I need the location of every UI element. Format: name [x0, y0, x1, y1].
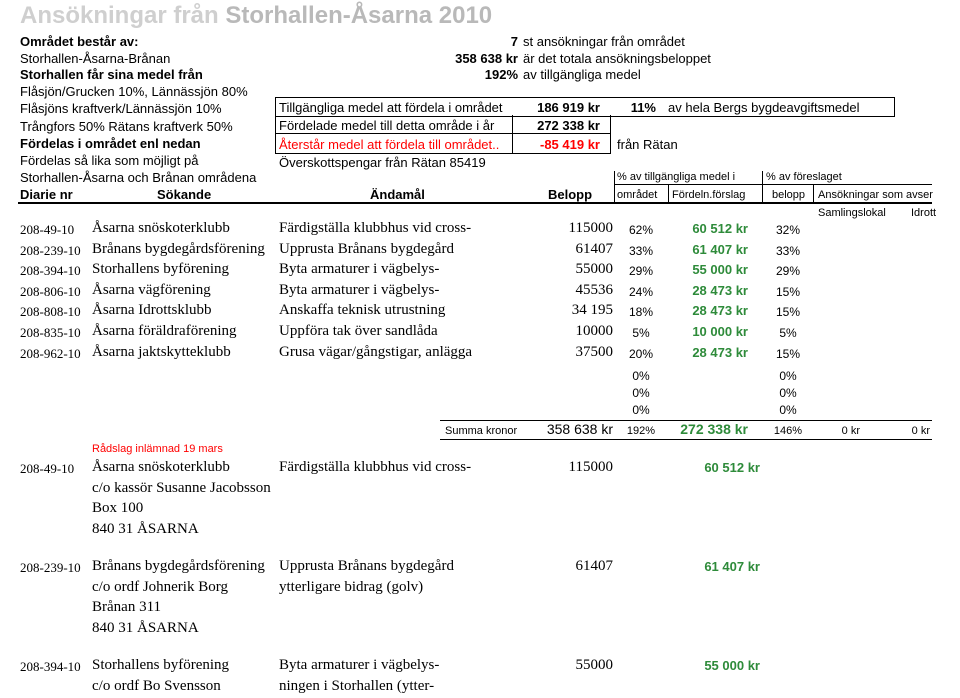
available-label: Tillgängliga medel att fördela i området: [279, 100, 503, 115]
detail-forslag: 61 407 kr: [704, 559, 760, 574]
title-part1: Ansökningar från: [20, 2, 219, 29]
detail-diarie: 208-49-10: [20, 461, 75, 476]
detail-address-line: Brånan 311: [92, 599, 162, 615]
box-divider-1: [275, 133, 610, 134]
row-pct2: 15%: [775, 285, 801, 299]
row-belopp: 37500: [575, 344, 613, 360]
row-pct2: 32%: [775, 223, 801, 237]
empty-row-pct: 0%: [632, 369, 650, 383]
row-diarie: 208-808-10: [20, 304, 81, 319]
areas-text: Storhallen-Åsarna och Brånan områdena: [20, 170, 257, 185]
totals-idrott: 0 kr: [911, 425, 930, 437]
row-pct2: 15%: [775, 305, 801, 319]
row-diarie: 208-835-10: [20, 325, 81, 340]
detail-sokande: Brånans bygdegårdsförening: [92, 558, 265, 574]
row-pct2: 15%: [775, 347, 801, 361]
row-pct: 24%: [628, 285, 654, 299]
fordelas-label: Fördelas i området enl nedan: [20, 136, 201, 151]
row-pct2: 33%: [775, 244, 801, 258]
surplus-label: Överskottspengar från Rätan 85419: [279, 155, 486, 170]
row-sokande: Åsarna föräldraförening: [92, 323, 237, 339]
row-diarie: 208-806-10: [20, 284, 81, 299]
pct-text: av tillgängliga medel: [523, 67, 641, 82]
row-pct: 18%: [628, 305, 654, 319]
row-andamal: Färdigställa klubbhus vid cross-: [279, 220, 472, 236]
pct-value: 192%: [484, 67, 518, 82]
distributed-label: Fördelade medel till detta område i år: [279, 118, 495, 133]
detail-diarie: 208-239-10: [20, 560, 81, 575]
row-sokande: Åsarna snöskoterklubb: [92, 220, 230, 236]
total-text: är det totala ansökningsbeloppet: [523, 51, 711, 66]
header-fordeln: Fördeln.förslag: [672, 189, 746, 201]
row-andamal: Grusa vägar/gångstigar, anlägga: [279, 344, 473, 360]
detail-sokande: Åsarna snöskoterklubb: [92, 459, 230, 475]
detail-forslag: 60 512 kr: [704, 460, 760, 475]
totals-top-rule: [440, 420, 932, 421]
header-pct-available: % av tillgängliga medel i: [617, 171, 736, 183]
row-pct2: 29%: [775, 264, 801, 278]
totals-lokal: 0 kr: [841, 425, 860, 437]
row-diarie: 208-962-10: [20, 346, 81, 361]
fordelas-text: Fördelas så lika som möjligt på: [20, 153, 199, 168]
remaining-text: från Rätan: [617, 137, 678, 152]
row-belopp: 115000: [568, 220, 613, 236]
empty-row-pct: 0%: [632, 403, 650, 417]
row-belopp: 61407: [575, 241, 613, 257]
row-andamal: Anskaffa teknisk utrustning: [279, 302, 446, 318]
header-omradet: området: [617, 189, 658, 201]
totals-pct2: 146%: [773, 425, 803, 437]
row-pct: 5%: [632, 326, 650, 340]
row-forslag: 61 407 kr: [692, 242, 748, 257]
totals-forslag: 272 338 kr: [680, 421, 748, 437]
header-andamal: Ändamål: [370, 187, 425, 202]
col-sep-1: [614, 171, 615, 203]
empty-row-pct2: 0%: [779, 386, 797, 400]
col-sep-2: [668, 184, 669, 203]
row-belopp: 55000: [575, 261, 613, 277]
col-sep-3: [762, 171, 763, 203]
row-belopp: 10000: [575, 323, 613, 339]
row-diarie: 208-239-10: [20, 243, 81, 258]
row-pct: 62%: [628, 223, 654, 237]
row-forslag: 10 000 kr: [692, 324, 748, 339]
empty-row-pct: 0%: [632, 386, 650, 400]
empty-row-pct2: 0%: [779, 369, 797, 383]
row-forslag: 60 512 kr: [692, 221, 748, 236]
row-forslag: 28 473 kr: [692, 283, 748, 298]
row-pct: 33%: [628, 244, 654, 258]
col-sep-4: [813, 184, 814, 203]
funding-label: Storhallen får sina medel från: [20, 67, 203, 82]
available-pct: 11%: [630, 100, 656, 115]
detail-address-line: 840 31 ÅSARNA: [92, 620, 199, 636]
detail-address-line: Box 100: [92, 500, 144, 516]
page-title: [20, 2, 492, 30]
available-value: 186 919 kr: [537, 100, 600, 115]
detail-andamal-cont: ningen i Storhallen (ytter-: [279, 678, 435, 694]
detail-forslag: 55 000 kr: [704, 658, 760, 673]
row-andamal: Byta armaturer i vägbelys-: [279, 282, 440, 298]
detail-sokande: Storhallens byförening: [92, 657, 230, 673]
area-label: Området består av:: [20, 34, 139, 49]
header-sokande: Sökande: [157, 187, 212, 202]
detail-andamal: Färdigställa klubbhus vid cross-: [279, 459, 472, 475]
row-sokande: Åsarna vägförening: [92, 282, 211, 298]
source-3: Trångfors 50% Rätans kraftverk 50%: [20, 119, 233, 134]
title-part2: Storhallen-Åsarna 2010: [225, 2, 493, 29]
row-sokande: Åsarna Idrottsklubb: [92, 302, 212, 318]
row-forslag: 28 473 kr: [692, 345, 748, 360]
detail-belopp: 115000: [568, 459, 613, 475]
available-text: av hela Bergs bygdeavgiftsmedel: [668, 100, 860, 115]
detail-address-line: 840 31 ÅSARNA: [92, 521, 199, 537]
detail-andamal: Upprusta Brånans bygdegård: [279, 558, 454, 574]
header-diarie: Diarie nr: [20, 187, 73, 202]
remaining-value: -85 419 kr: [540, 137, 600, 152]
row-forslag: 28 473 kr: [692, 303, 748, 318]
row-forslag: 55 000 kr: [692, 262, 748, 277]
header-belopp2: belopp: [772, 189, 806, 201]
detail-andamal: Byta armaturer i vägbelys-: [279, 657, 440, 673]
header-idrott: Idrott: [911, 207, 937, 219]
total-value: 358 638 kr: [455, 51, 518, 66]
source-2: Flåsjöns kraftverk/Lännässjön 10%: [20, 101, 222, 116]
count-value: 7: [510, 34, 518, 49]
header-belopp: Belopp: [548, 187, 593, 202]
detail-belopp: 61407: [575, 558, 613, 574]
row-andamal: Uppföra tak över sandlåda: [279, 323, 438, 339]
detail-andamal-cont: ytterligare bidrag (golv): [279, 579, 424, 595]
detail-address-line: c/o kassör Susanne Jacobsson: [92, 480, 271, 496]
row-pct: 29%: [628, 264, 654, 278]
row-andamal: Upprusta Brånans bygdegård: [279, 241, 454, 257]
remaining-label: Återstår medel att fördela till området..: [279, 137, 500, 152]
header-avser: Ansökningar som avser: [818, 189, 933, 201]
row-diarie: 208-394-10: [20, 263, 81, 278]
radslag-note: Rådslag inlämnad 19 mars: [92, 443, 223, 455]
header-samlingslokal: Samlingslokal: [818, 207, 886, 219]
count-text: st ansökningar från området: [523, 34, 685, 49]
totals-pct: 192%: [626, 425, 656, 437]
header-pct-proposed: % av föreslaget: [766, 171, 842, 183]
totals-label: Summa kronor: [445, 425, 518, 437]
header-bottom-rule: [18, 202, 932, 204]
row-andamal: Byta armaturer i vägbelys-: [279, 261, 440, 277]
totals-bottom-rule: [440, 439, 932, 440]
detail-diarie: 208-394-10: [20, 659, 81, 674]
area-name: Storhallen-Åsarna-Brånan: [20, 51, 171, 66]
row-pct: 20%: [628, 347, 654, 361]
row-diarie: 208-49-10: [20, 222, 75, 237]
detail-address-line: c/o ordf Bo Svensson: [92, 678, 221, 694]
detail-belopp: 55000: [575, 657, 613, 673]
row-belopp: 45536: [575, 282, 613, 298]
row-pct2: 5%: [779, 326, 797, 340]
source-1: Flåsjön/Grucken 10%, Lännässjön 80%: [20, 84, 248, 99]
row-belopp: 34 195: [571, 302, 613, 318]
row-sokande: Brånans bygdegårdsförening: [92, 241, 265, 257]
row-sokande: Storhallens byförening: [92, 261, 230, 277]
header-underline: [614, 184, 932, 185]
totals-belopp: 358 638 kr: [546, 421, 613, 437]
detail-address-line: c/o ordf Johnerik Borg: [92, 579, 228, 595]
empty-row-pct2: 0%: [779, 403, 797, 417]
distributed-value: 272 338 kr: [537, 118, 600, 133]
row-sokande: Åsarna jaktskytteklubb: [92, 344, 231, 360]
